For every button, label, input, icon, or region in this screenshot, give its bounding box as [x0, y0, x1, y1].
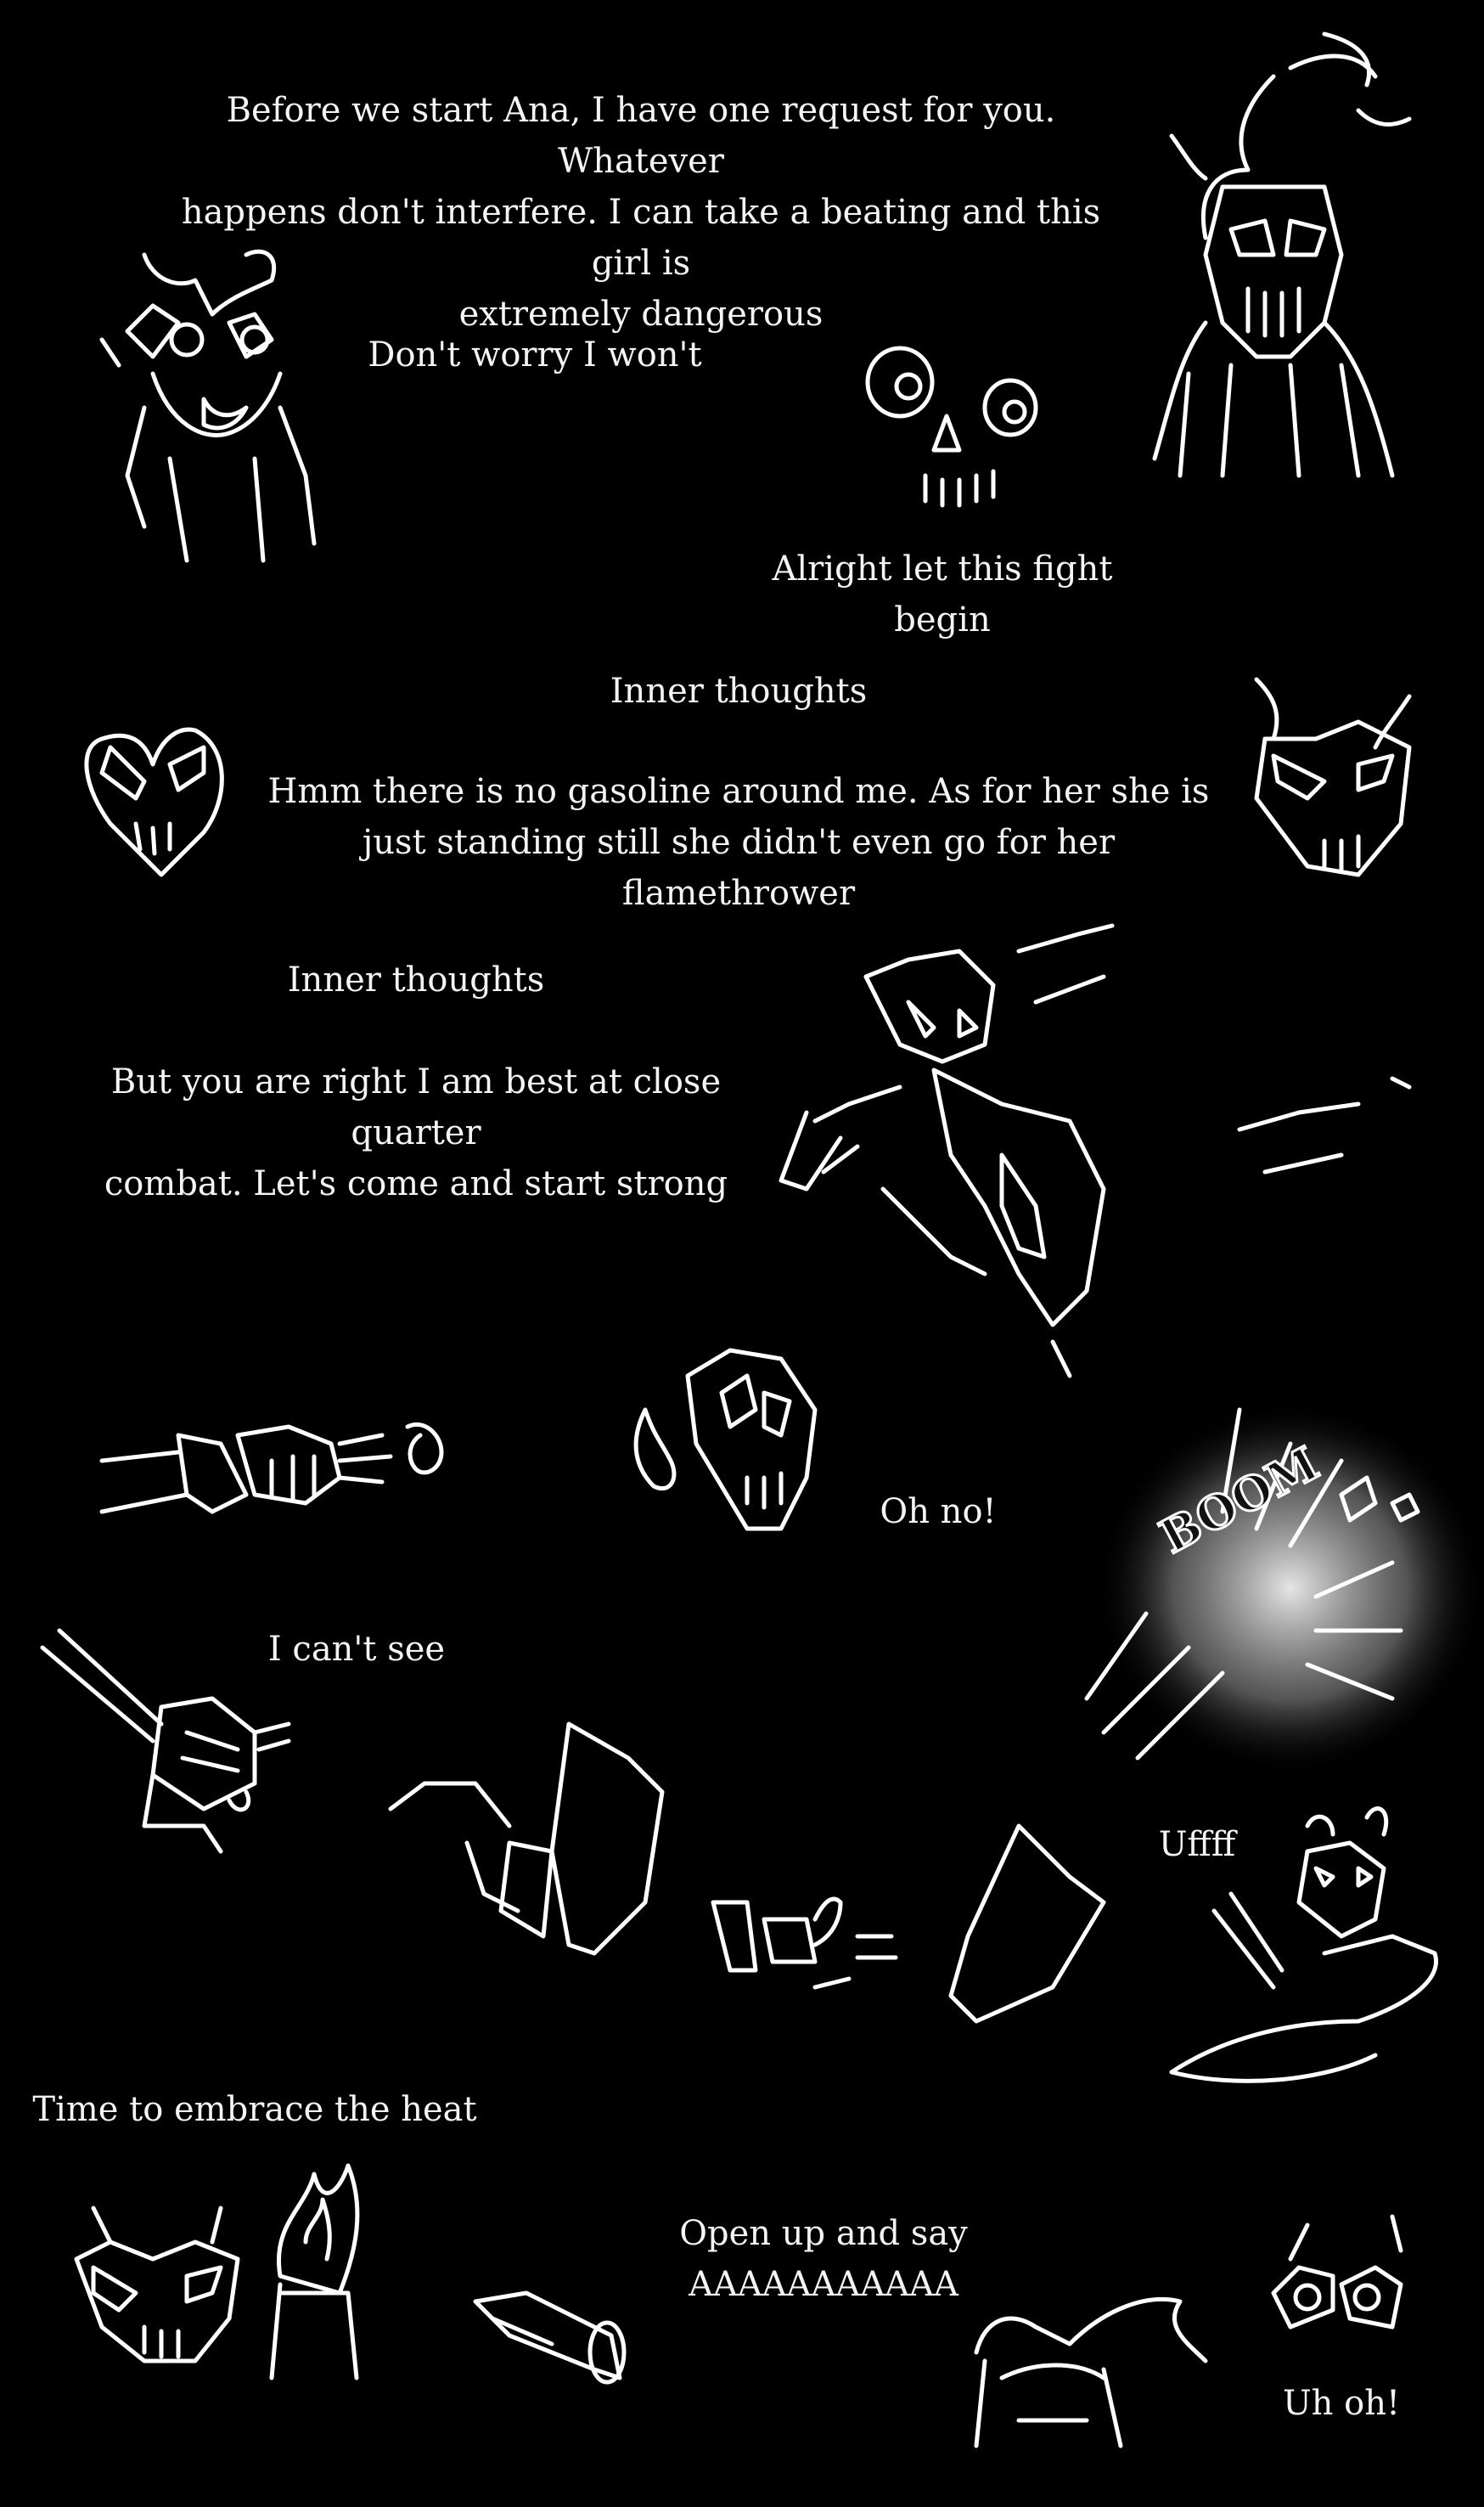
skull-face-sketch — [868, 348, 1036, 505]
gloved-fist-sketch — [102, 1424, 441, 1512]
begin-dialogue: Alright let this fight begin — [772, 549, 1113, 639]
oh-no-dialogue: Oh no! — [880, 1492, 997, 1531]
uffff-dialogue: Uffff — [1158, 1825, 1236, 1864]
heart-mask-sketch — [87, 730, 222, 875]
angry-mask-sketch — [76, 2208, 238, 2361]
flame-torch-sketch — [272, 2166, 357, 2378]
heat-dialogue: Time to embrace the heat — [32, 2090, 477, 2129]
ana-face-sketch — [102, 251, 314, 561]
open-up-dialogue: Open up and say AAAAAAAAAAA — [679, 2214, 968, 2304]
fire-mask-sketch — [1256, 679, 1409, 875]
boom-sfx: BOOM — [1151, 1435, 1328, 1564]
reply-dialogue: Don't worry I won't — [368, 335, 702, 375]
inner-thoughts-body-2: But you are right I am best at close quarter combat. Let's come and start strong — [104, 1062, 728, 1203]
inner-thoughts-label-2: Inner thoughts — [287, 961, 545, 1000]
shield-fighter-sketch — [781, 926, 1409, 1376]
inner-thoughts-body-1: Hmm there is no gasoline around me. As for her she is just standing still she didn't even go for her flamethrower — [267, 772, 1210, 913]
nozzle-sketch — [475, 2293, 624, 2382]
lying-figure-sketch — [1172, 1809, 1436, 2082]
intro-dialogue: Before we start Ana, I have one request for you. Whatever happens don't interfere. I can take a beating and this girl is extremely dangerous — [181, 91, 1101, 334]
winged-head-sketch — [976, 2299, 1206, 2446]
uh-oh-dialogue: Uh oh! — [1282, 2384, 1401, 2423]
hand-gripping-handle-sketch — [42, 1631, 289, 1851]
shield-sketch — [391, 1724, 662, 1953]
mask-with-flame-sketch — [636, 1350, 815, 1529]
villain-figure-sketch — [1155, 34, 1409, 476]
worried-eyes-sketch — [1273, 2217, 1401, 2327]
inner-thoughts-label-1: Inner thoughts — [610, 672, 868, 711]
boom-explosion-sketch — [1087, 1401, 1484, 1775]
cant-see-dialogue: I can't see — [267, 1630, 446, 1669]
torn-fist-sketch — [713, 1826, 1104, 2021]
